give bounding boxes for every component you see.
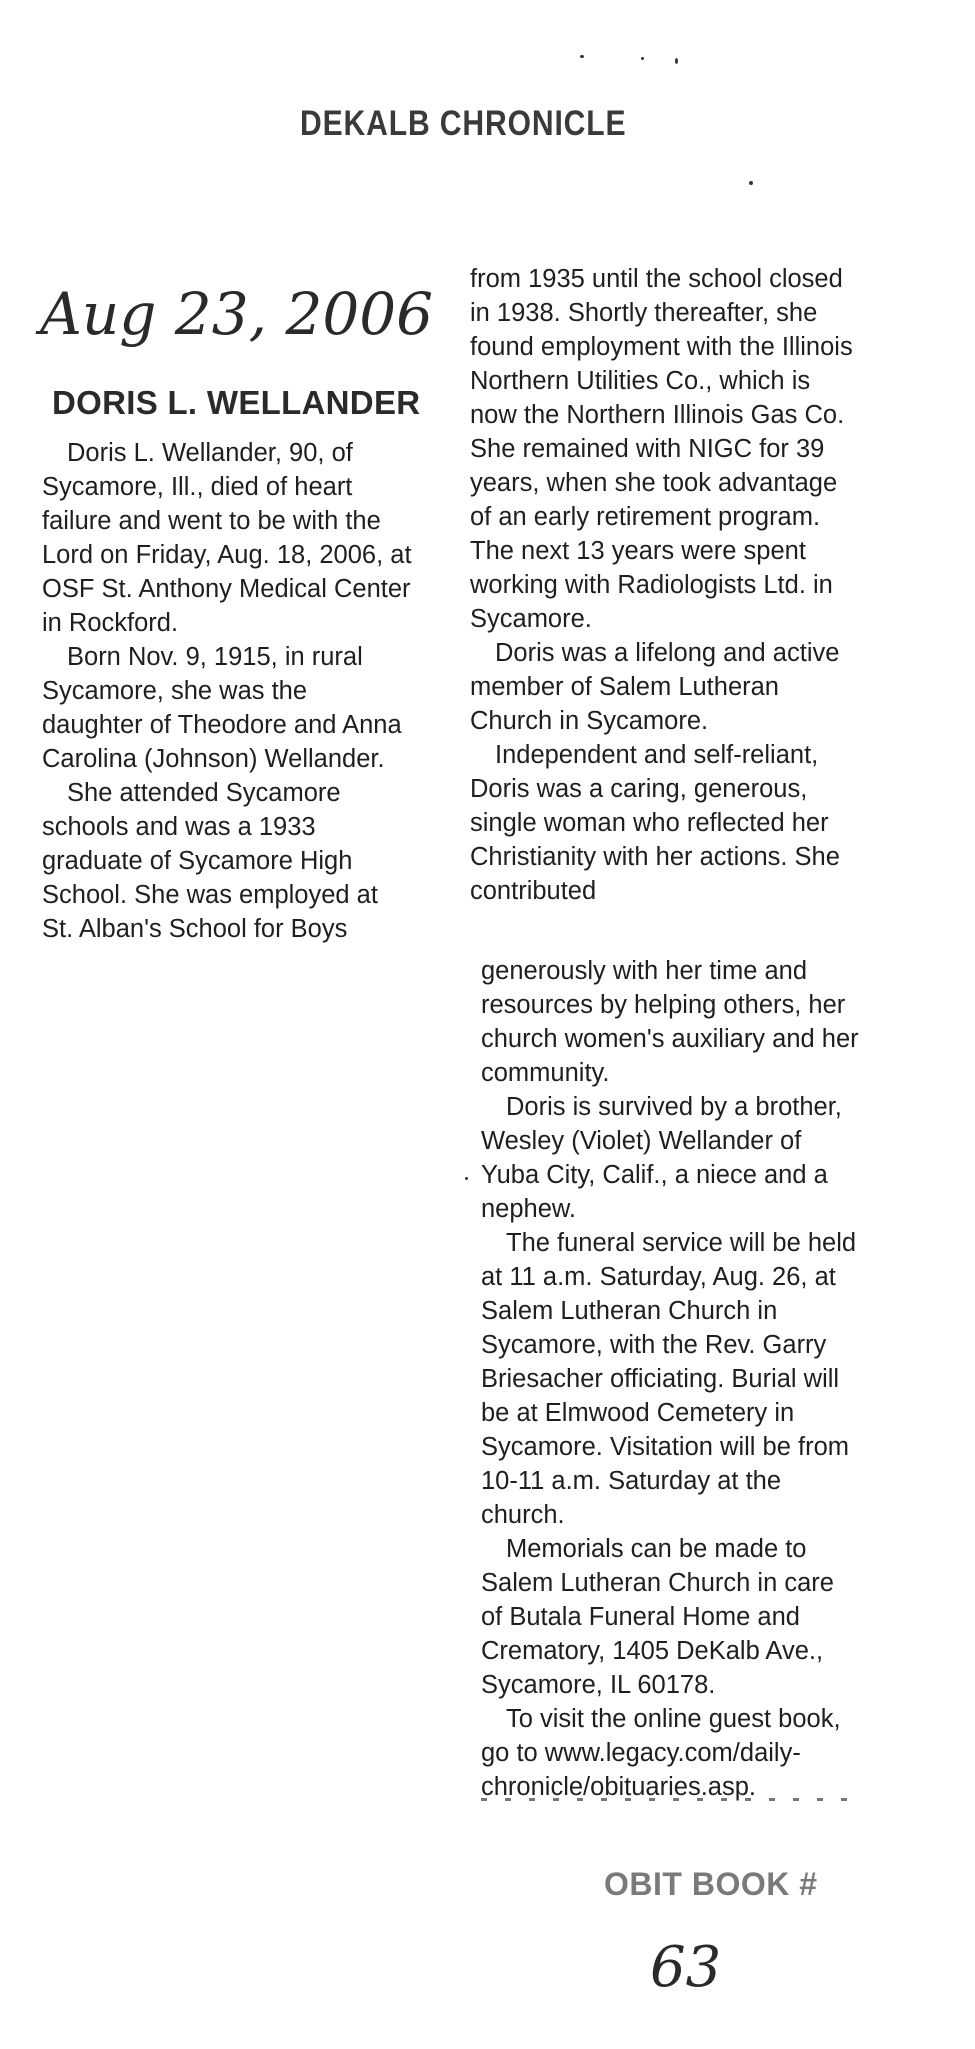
- paragraph: She attended Sycamore schools and was a 1933 graduate of Sycamore High School. She was employed at St. Alban's School for Boys: [42, 779, 378, 943]
- left-column: [42, 436, 414, 946]
- scan-speck: [580, 55, 584, 58]
- scan-speck: [749, 181, 753, 185]
- scan-speck: [675, 58, 678, 64]
- paragraph: Doris L. Wellander, 90, of Sycamore, Ill., died of heart failure and went to be with the Lord on Friday, Aug. 18, 2006, at OSF St. Anthony Medical Center in Rockford.: [42, 439, 412, 637]
- paragraph: Independent and self-reliant, Doris was a caring, generous, single woman who reflected her Christianity with her actions. She contributed: [470, 741, 840, 905]
- clipping-cut-edge: [481, 1793, 851, 1803]
- paragraph: Doris is survived by a brother, Wesley (Violet) Wellander of Yuba City, Calif., a niece and a nephew.: [481, 1093, 842, 1223]
- paragraph: from 1935 until the school closed in 1938. Shortly thereafter, she found employment with the Illinois Northern Utilities Co., which is now the Northern Illinois Gas Co. She remained with NIGC for 39 years, when she took advantage of an early retirement program. The next 13 years were spent working with Radiologists Ltd. in Sycamore.: [470, 265, 853, 633]
- paragraph: Memorials can be made to Salem Lutheran Church in care of Butala Funeral Home and Crematory, 1405 DeKalb Ave., Sycamore, IL 60178.: [481, 1535, 834, 1699]
- scan-speck: [465, 1177, 468, 1180]
- handwritten-date: Aug 23, 2006: [40, 280, 434, 348]
- paragraph: Doris was a lifelong and active member of Salem Lutheran Church in Sycamore.: [470, 639, 840, 735]
- obit-book-stamp: OBIT BOOK #: [604, 1866, 818, 1902]
- handwritten-book-number: 63: [650, 1935, 722, 2000]
- scan-speck: [641, 57, 644, 60]
- newspaper-masthead: DEKALB CHRONICLE: [300, 104, 627, 143]
- paragraph: generously with her time and resources by helping others, her church women's auxiliary and her community.: [481, 957, 859, 1087]
- right-column-bottom: [481, 954, 861, 1804]
- paragraph: To visit the online guest book, go to www.legacy.com/daily-chronicle/obituaries.asp.: [481, 1705, 841, 1801]
- paragraph: Born Nov. 9, 1915, in rural Sycamore, she was the daughter of Theodore and Anna Carolina (Johnson) Wellander.: [42, 643, 402, 773]
- obituary-headline: DORIS L. WELLANDER: [52, 384, 421, 421]
- paragraph: The funeral service will be held at 11 a.m. Saturday, Aug. 26, at Salem Lutheran Church in Sycamore, with the Rev. Garry Briesacher officiating. Burial will be at Elmwood Cemetery in Sycamore. Visitation will be from 10-11 a.m. Saturday at the church.: [481, 1229, 857, 1529]
- right-column-top: [470, 262, 855, 908]
